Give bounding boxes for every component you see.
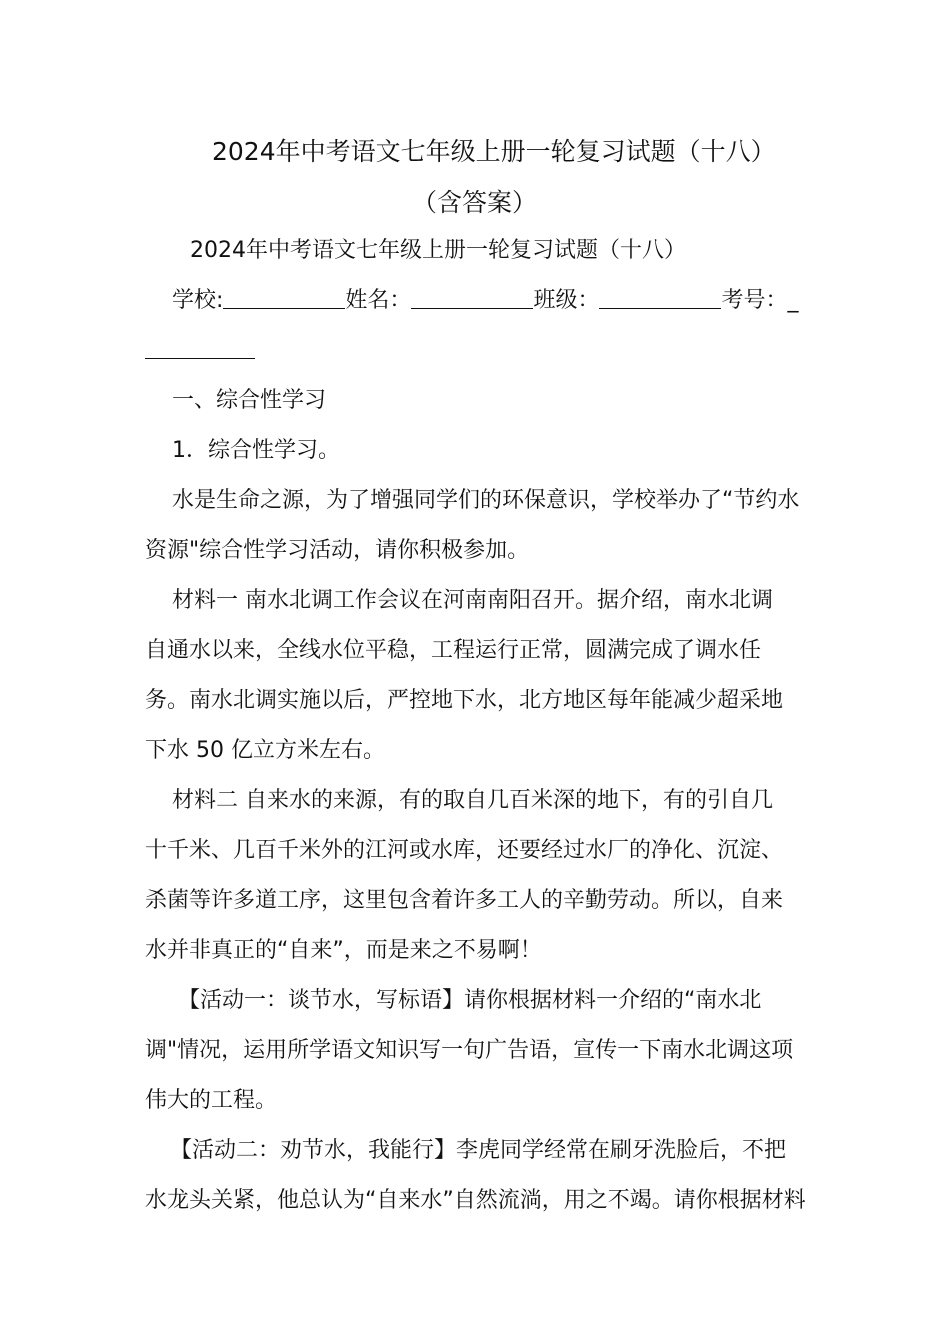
page-title: 2024年中考语文七年级上册一轮复习试题（十八） (212, 137, 776, 166)
paragraph-line: 十千米、几百千米外的江河或水库，还要经过水厂的净化、沉淀、 (145, 838, 784, 863)
name-blank[interactable] (411, 286, 533, 309)
paragraph-line: 水龙头关紧，他总认为“自来水”自然流淌，用之不竭。请你根据材料 (145, 1188, 806, 1213)
paragraph-line: 下水 50 亿立方米左右。 (145, 738, 385, 763)
paragraph-line: 【活动二：劝节水，我能行】李虎同学经常在刷牙洗脸后，不把 (170, 1138, 787, 1163)
paragraph-line: 务。南水北调实施以后，严控地下水，北方地区每年能减少超采地 (145, 688, 784, 713)
exam-number-label: 考号：_ (721, 288, 799, 313)
paragraph-line: 资源"综合性学习活动，请你积极参加。 (145, 538, 530, 563)
paragraph-line: 自通水以来，全线水位平稳，工程运行正常，圆满完成了调水任 (145, 638, 762, 663)
paragraph-line: 材料一 南水北调工作会议在河南南阳召开。据介绍，南水北调 (172, 588, 773, 613)
paragraph-line: 调"情况，运用所学语文知识写一句广告语，宣传一下南水北调这项 (145, 1038, 794, 1063)
name-label: 姓名： (345, 288, 412, 313)
paragraph-line: 杀菌等许多道工序，这里包含着许多工人的辛勤劳动。所以，自来 (145, 888, 784, 913)
paragraph-line: 水并非真正的“自来”，而是来之不易啊！ (145, 938, 542, 963)
document-subtitle: 2024年中考语文七年级上册一轮复习试题（十八） (190, 238, 686, 263)
page-title-answer-note: （含答案） (412, 188, 538, 217)
paragraph-line: 伟大的工程。 (145, 1088, 278, 1113)
exam-number-blank[interactable] (145, 336, 255, 359)
school-label: 学校: (172, 288, 224, 313)
exam-number-continuation (145, 336, 810, 366)
paragraph-line: 【活动一：谈节水，写标语】请你根据材料一介绍的“南水北 (178, 988, 762, 1013)
question-heading: 1．综合性学习。 (172, 438, 340, 463)
paragraph-line: 水是生命之源，为了增强同学们的环保意识，学校举办了“节约水 (172, 488, 800, 513)
section-heading: 一、综合性学习 (172, 388, 327, 413)
class-label: 班级： (533, 288, 600, 313)
paragraph-line: 材料二 自来水的来源，有的取自几百米深的地下，有的引自几 (172, 788, 773, 813)
student-info-form (172, 286, 812, 316)
class-blank[interactable] (599, 286, 721, 309)
school-blank[interactable] (223, 286, 345, 309)
